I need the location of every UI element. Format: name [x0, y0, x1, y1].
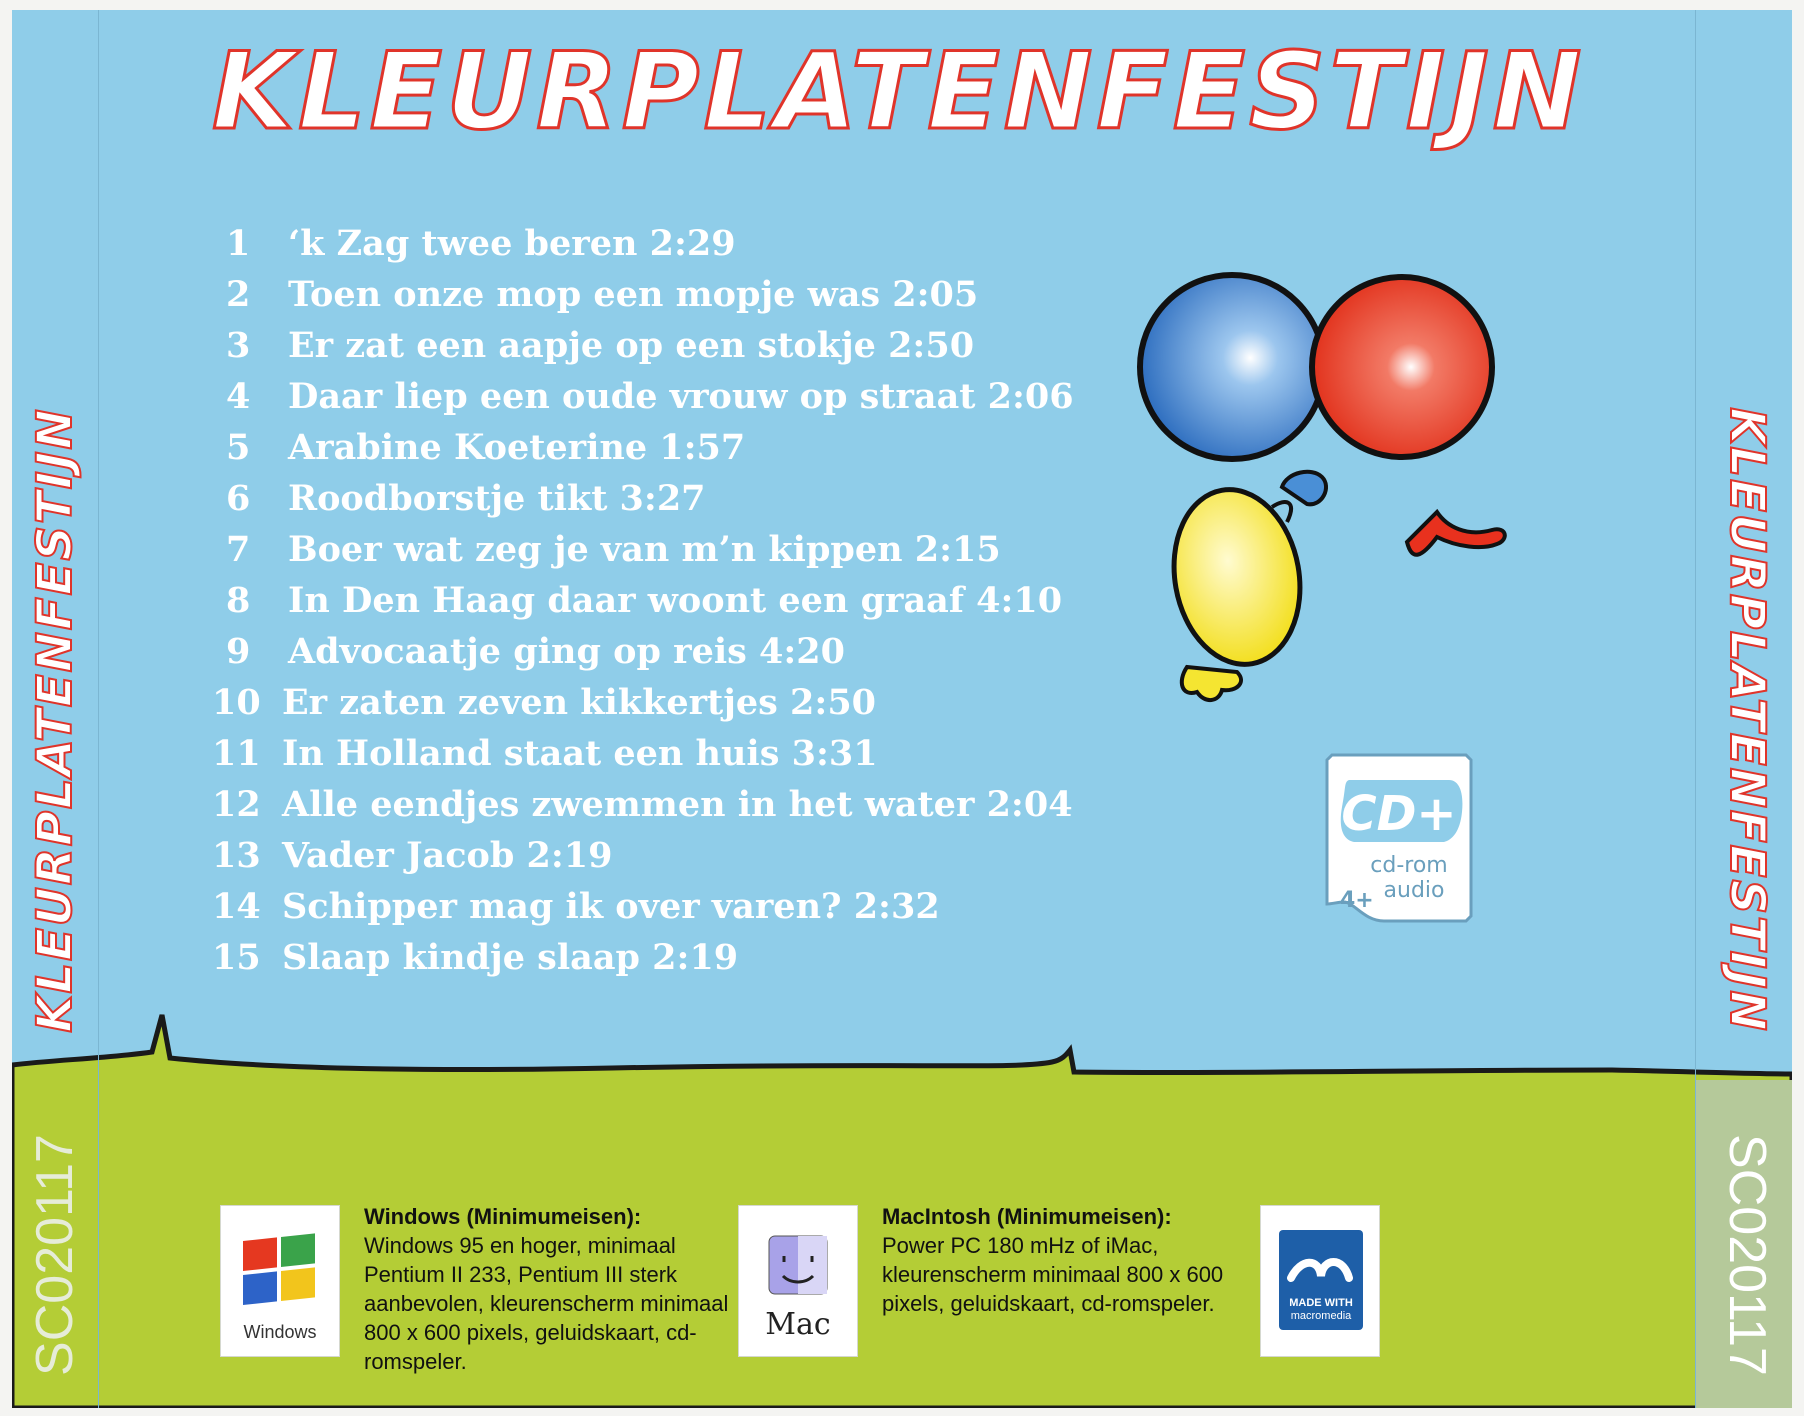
svg-text:Mac: Mac — [765, 1307, 831, 1342]
track-item — [212, 677, 1074, 728]
windows-requirements-body: Windows 95 en hoger, minimaal Pentium II 233, Pentium III sterk aanbevolen, kleurenscherm minimaal 800 x 600 pixels, geluidskaart, cd-romspeler. — [364, 1233, 729, 1374]
track-number: 3 — [226, 325, 251, 366]
track-item — [212, 473, 1074, 524]
track-title: Slaap kindje slaap 2:19 — [282, 937, 739, 978]
mac-finder-icon — [739, 1206, 857, 1356]
track-item — [212, 524, 1074, 575]
cd-rom-label: cd-rom — [1370, 853, 1448, 878]
svg-text:MADE WITH: MADE WITH — [1289, 1297, 1353, 1309]
track-number: 15 — [212, 937, 261, 978]
track-item — [212, 422, 1074, 473]
track-title: Boer wat zeg je van m’n kippen 2:15 — [288, 529, 1001, 570]
track-title: Advocaatje ging op reis 4:20 — [288, 631, 846, 672]
track-title: In Holland staat een huis 3:31 — [282, 733, 878, 774]
macromedia-logo-icon — [1261, 1206, 1379, 1356]
track-item — [212, 932, 1074, 983]
track-number: 9 — [226, 631, 251, 672]
track-number: 5 — [226, 427, 251, 468]
macromedia-logo-box — [1260, 1205, 1380, 1357]
track-number: 14 — [212, 886, 261, 927]
blue-balloon — [1140, 275, 1324, 459]
svg-text:macromedia: macromedia — [1290, 1310, 1352, 1322]
svg-text:Windows: Windows — [243, 1322, 317, 1342]
windows-requirements-title: Windows (Minimumeisen): — [364, 1204, 642, 1229]
track-item — [212, 779, 1074, 830]
track-title: ‘k Zag twee beren 2:29 — [288, 223, 736, 264]
red-balloon-knot — [1407, 512, 1505, 555]
track-title: Roodborstje tikt 3:27 — [288, 478, 706, 519]
track-number: 11 — [212, 733, 261, 774]
audio-label: audio — [1383, 878, 1445, 903]
track-item — [212, 575, 1074, 626]
track-title: Arabine Koeterine 1:57 — [288, 427, 746, 468]
windows-requirements — [364, 1202, 744, 1376]
track-title: Alle eendjes zwemmen in het water 2:04 — [282, 784, 1073, 825]
blue-balloon-knot — [1282, 472, 1326, 505]
balloons-illustration — [1137, 272, 1617, 712]
track-title: In Den Haag daar woont een graaf 4:10 — [288, 580, 1063, 621]
track-item — [212, 728, 1074, 779]
left-spine-title: KLEURPLATENFESTIJN — [27, 407, 83, 1033]
track-title: Vader Jacob 2:19 — [282, 835, 613, 876]
right-spine-catalog-code: SC020117 — [1718, 1134, 1776, 1376]
mac-requirements — [882, 1202, 1232, 1318]
mac-requirements-body: Power PC 180 mHz of iMac, kleurenscherm minimaal 800 x 600 pixels, geluidskaart, cd-romspeler. — [882, 1233, 1224, 1316]
track-number: 12 — [212, 784, 261, 825]
cover-title: KLEURPLATENFESTIJN — [212, 30, 1586, 153]
mac-requirements-title: MacIntosh (Minimumeisen): — [882, 1204, 1172, 1229]
track-item — [212, 881, 1074, 932]
right-spine-title: KLEURPLATENFESTIJN — [1719, 407, 1775, 1033]
track-list — [212, 218, 1074, 983]
track-number: 1 — [226, 223, 251, 264]
windows-logo-box — [220, 1205, 340, 1357]
track-item — [212, 218, 1074, 269]
track-item — [212, 269, 1074, 320]
track-item — [212, 371, 1074, 422]
yellow-balloon-knot — [1182, 667, 1241, 700]
track-number: 8 — [226, 580, 251, 621]
track-number: 7 — [226, 529, 251, 570]
track-number: 2 — [226, 274, 251, 315]
cd-back-cover — [12, 10, 1792, 1408]
track-title: Daar liep een oude vrouw op straat 2:06 — [288, 376, 1074, 417]
track-number: 4 — [226, 376, 251, 417]
track-title: Schipper mag ik over varen? 2:32 — [282, 886, 940, 927]
left-spine-catalog-code: SC020117 — [26, 1134, 84, 1376]
track-number: 13 — [212, 835, 261, 876]
mac-logo-box — [738, 1205, 858, 1357]
windows-logo-icon — [221, 1206, 339, 1356]
track-item — [212, 830, 1074, 881]
cd-plus-logo-text: CD+ — [1341, 786, 1457, 842]
track-item — [212, 320, 1074, 371]
track-number: 10 — [212, 682, 261, 723]
track-number: 6 — [226, 478, 251, 519]
track-title: Toen onze mop een mopje was 2:05 — [288, 274, 979, 315]
track-title: Er zaten zeven kikkertjes 2:50 — [282, 682, 877, 723]
track-item — [212, 626, 1074, 677]
red-balloon — [1312, 277, 1492, 457]
track-title: Er zat een aapje op een stokje 2:50 — [288, 325, 975, 366]
cd-plus-badge — [1324, 752, 1474, 924]
age-label: 4+ — [1340, 888, 1374, 913]
